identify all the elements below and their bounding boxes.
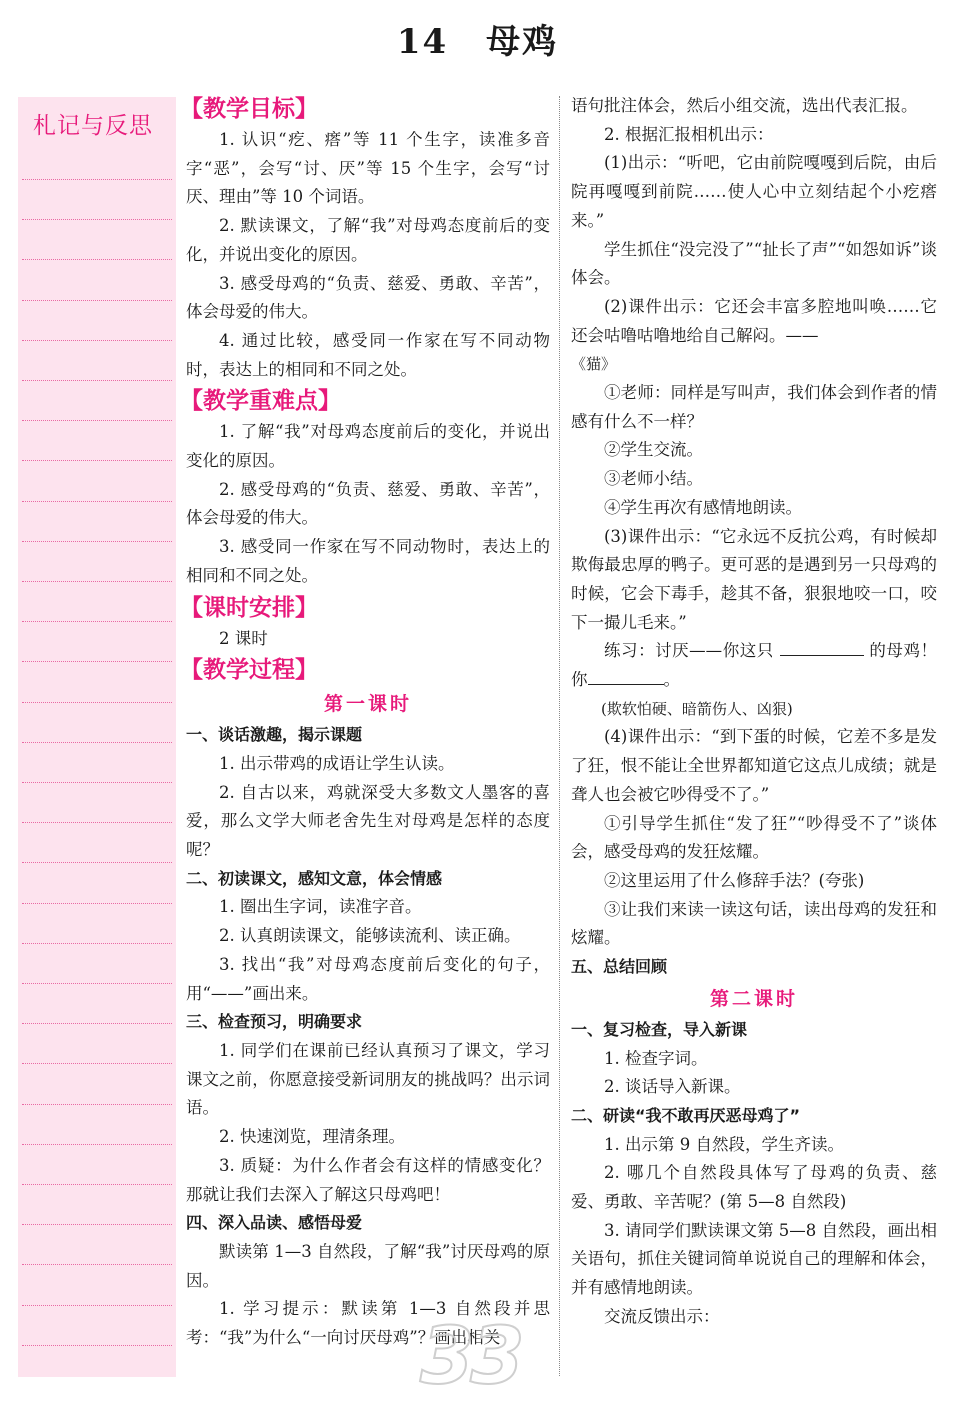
- paragraph: 1. 出示第 9 自然段，学生齐读。: [604, 1134, 844, 1154]
- paragraph: 3. 感受同一作家在写不同动物时，表达上的相同和不同之处。: [186, 537, 550, 585]
- lesson-title: [0, 14, 955, 63]
- notes-line: [22, 219, 172, 220]
- hint-text: (欺软怕硬、暗箭伤人、凶狠): [601, 699, 793, 718]
- paragraph: 1. 检查字词。: [604, 1048, 708, 1068]
- notes-line: [22, 501, 172, 502]
- step-heading: 一、复习检查，导入新课: [571, 1019, 748, 1039]
- notes-line: [22, 702, 172, 703]
- paragraph: ①引导学生抓住“发了狂”“吵得受不了”谈体会，感受母鸡的发狂炫耀。: [571, 813, 937, 862]
- notes-line: [22, 380, 172, 381]
- step-heading: 二、研读“我不敢再厌恶母鸡了”: [571, 1105, 801, 1125]
- right-column: [571, 92, 937, 1332]
- paragraph: 1. 同学们在课前已经认真预习了课文，学习课文之前，你愿意接受新词朋友的挑战吗？出示词语。: [186, 1040, 550, 1118]
- notes-line: [22, 742, 172, 743]
- notes-line: [22, 581, 172, 582]
- paragraph: ③老师小结。: [604, 469, 703, 489]
- column-divider: [559, 96, 560, 1376]
- lesson-number: 14: [396, 22, 449, 62]
- notes-sidebar-title: 札记与反思: [33, 113, 153, 139]
- citation: 《猫》: [571, 355, 617, 374]
- notes-line: [22, 822, 172, 823]
- paragraph: 2. 感受母鸡的“负责、慈爱、勇敢、辛苦”，体会母爱的伟大。: [186, 479, 550, 528]
- paragraph: (3)课件出示：“它永远不反抗公鸡，有时候却欺侮最忠厚的鸭子。更可恶的是遇到另一只母鸡的时候，它会下毒手，趁其不备，狠狠地咬一口，咬下一撮儿毛来。”: [571, 526, 937, 632]
- page-number: 33: [420, 1312, 521, 1402]
- paragraph: 1. 出示带鸡的成语让学生认读。: [219, 753, 455, 773]
- paragraph: 3. 请同学们默读课文第 5—8 自然段，画出相关语句，抓住关键词简单说说自己的理解和体会，并有感情地朗读。: [571, 1220, 937, 1298]
- notes-line: [22, 1063, 172, 1064]
- lesson-period-heading: 第二课时: [709, 987, 798, 1010]
- paragraph: ②学生交流。: [604, 440, 703, 460]
- paragraph: 1. 学习提示：默读第 1—3 自然段并思考：“我”为什么“一向讨厌母鸡”？画出相关: [186, 1299, 550, 1348]
- fill-blank[interactable]: [588, 666, 664, 685]
- notes-line: [22, 1184, 172, 1185]
- paragraph: 2. 根据汇报相机出示：: [604, 124, 774, 144]
- paragraph: 2. 默读课文，了解“我”对母鸡态度前后的变化，并说出变化的原因。: [186, 216, 550, 264]
- notes-line: [22, 1023, 172, 1024]
- paragraph: (4)课件出示：“到下蛋的时候，它差不多是发了狂，恨不能让全世界都知道它这点儿成绩；就是聋人也会被它吵得受不了。”: [571, 727, 937, 804]
- step-heading: 三、检查预习，明确要求: [186, 1012, 363, 1032]
- paragraph: (2)课件出示：它还会丰富多腔地叫唤……它还会咕噜咕噜地给自己解闷。——: [571, 296, 937, 345]
- notes-line: [22, 259, 172, 260]
- paragraph: 1. 了解“我”对母鸡态度前后的变化，并说出变化的原因。: [186, 422, 550, 471]
- paragraph: ④学生再次有感情地朗读。: [604, 497, 802, 517]
- paragraph: 交流反馈出示：: [604, 1306, 720, 1326]
- section-heading: 【教学过程】: [180, 657, 318, 684]
- exercise-text: 的母鸡！你: [571, 641, 937, 690]
- paragraph: 3. 感受母鸡的“负责、慈爱、勇敢、辛苦”，体会母爱的伟大。: [186, 273, 550, 322]
- step-heading: 五、总结回顾: [571, 957, 668, 977]
- notes-line: [22, 1224, 172, 1225]
- notes-line: [22, 1104, 172, 1105]
- paragraph: 1. 认识“疙、瘩”等 11 个生字，读准多音字“恶”，会写“讨、厌”等 15 个生字，会写“讨厌、理由”等 10 个词语。: [186, 130, 550, 207]
- notes-line: [22, 1264, 172, 1265]
- section-heading: 【教学目标】: [180, 96, 318, 122]
- notes-line: [22, 340, 172, 341]
- paragraph: 学生抓住“没完没了”“扯长了声”“如怨如诉”谈体会。: [571, 239, 937, 288]
- paragraph: 2. 自古以来，鸡就深受大多数文人墨客的喜爱，那么文学大师老舍先生对母鸡是怎样的态度呢？: [186, 782, 550, 860]
- exercise-text: 。: [663, 670, 680, 690]
- paragraph: 4. 通过比较，感受同一作家在写不同动物时，表达上的相同和不同之处。: [186, 330, 550, 379]
- exercise-line: [571, 637, 937, 694]
- paragraph: ①老师：同样是写叫声，我们体会到作者的情感有什么不一样？: [571, 383, 937, 431]
- notes-line: [22, 621, 172, 622]
- notes-line: [22, 1305, 172, 1306]
- notes-line: [22, 661, 172, 662]
- paragraph: 1. 圈出生字词，读准字音。: [219, 897, 422, 917]
- paragraph-continued: 语句批注体会，然后小组交流，选出代表汇报。: [571, 96, 918, 115]
- paragraph: 2 课时: [219, 628, 268, 648]
- paragraph: ③让我们来读一读这句话，读出母鸡的发狂和炫耀。: [571, 899, 937, 948]
- exercise-text: 练习：讨厌——你这只: [604, 641, 780, 661]
- notes-line: [22, 943, 172, 944]
- notes-line: [22, 862, 172, 863]
- paragraph: 3. 质疑：为什么作者会有这样的情感变化？那就让我们去深入了解这只母鸡吧！: [186, 1155, 550, 1204]
- paragraph: (1)出示：“听吧，它由前院嘎嘎到后院，由后院再嘎嘎到前院……使人心中立刻结起个小疙瘩来。”: [571, 153, 937, 230]
- step-heading: 二、初读课文，感知文意，体会情感: [186, 868, 443, 888]
- section-heading: 【教学重难点】: [180, 388, 341, 415]
- step-heading: 一、谈话激趣，揭示课题: [186, 725, 363, 745]
- notes-line: [22, 460, 172, 461]
- section-heading: 【课时安排】: [180, 594, 318, 621]
- lesson-name: 母鸡: [486, 22, 559, 62]
- paragraph: 2. 认真朗读课文，能够读流利、读正确。: [219, 926, 521, 946]
- paragraph: 默读第 1—3 自然段，了解“我”讨厌母鸡的原因。: [186, 1241, 550, 1290]
- paragraph: 3. 找出“我”对母鸡态度前后变化的句子，用“——”画出来。: [186, 954, 550, 1003]
- notes-line: [22, 1345, 172, 1346]
- paragraph: ②这里运用了什么修辞手法？(夸张): [604, 870, 865, 890]
- fill-blank[interactable]: [780, 637, 864, 656]
- paragraph: 2. 谈话导入新课。: [604, 1077, 741, 1097]
- notes-line: [22, 420, 172, 421]
- paragraph: 2. 哪几个自然段具体写了母鸡的负责、慈爱、勇敢、辛苦呢？(第 5—8 自然段): [571, 1163, 937, 1212]
- step-heading: 四、深入品读、感悟母爱: [186, 1213, 363, 1233]
- notes-line: [22, 179, 172, 180]
- left-column: [180, 92, 550, 1353]
- notes-line: [22, 300, 172, 301]
- notes-line: [22, 1144, 172, 1145]
- notes-line: [22, 782, 172, 783]
- lesson-period-heading: 第一课时: [323, 693, 412, 716]
- notes-line: [22, 983, 172, 984]
- notes-line: [22, 541, 172, 542]
- paragraph: 2. 快速浏览，理清条理。: [219, 1127, 405, 1147]
- notes-sidebar: [18, 97, 176, 1377]
- notes-line: [22, 903, 172, 904]
